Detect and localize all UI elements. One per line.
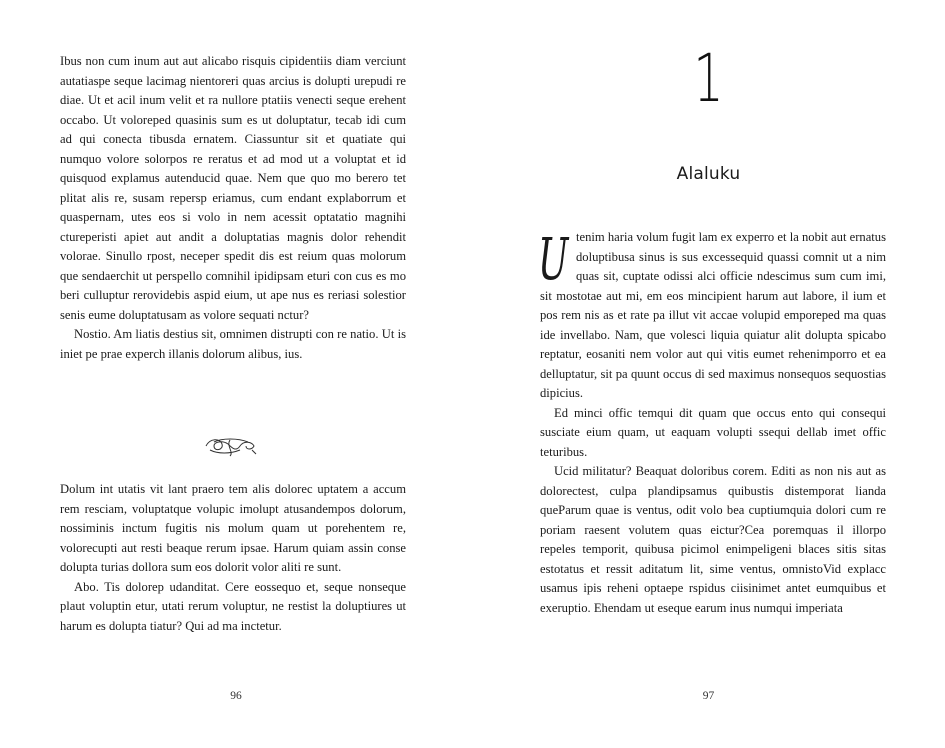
chapter-number: 1 (693, 40, 724, 117)
flourish-ornament-icon (200, 432, 260, 460)
left-page-top-text (60, 52, 406, 364)
right-page (472, 0, 945, 748)
left-page-bottom-text (60, 480, 406, 636)
paragraph: Dolum int utatis vit lant praero tem alis dolorec uptatem a accum rem resciam, voluptatque volupic imolupt atusandempos dolorum, nossiminis inctum fugitis nis molum quam ut porehentem re, volorecupti aut resti beaque rerum ipsae. Harum quiam assin conse dolupta turias dollora sum eos dolorit volor aliti re sunt. (60, 482, 406, 574)
paragraph: Nostio. Am liatis destius sit, omnimen distrupti con re natio. Ut is iniet pe prae experch illanis dolorum alibus, ius. (60, 327, 406, 361)
page-number: 96 (230, 690, 242, 702)
first-paragraph (538, 225, 886, 404)
first-paragraph-text: tenim haria volum fugit lam ex experro et la nobit aut ernatus doluptibusa sinus is sus excessequid quassi comnit ut a nim quas sit, cuptate odissi alci officie ndescimus sum cum imi, sit mostotae aut mi, em eos mincipient harum aut labore, il ium et pos rem nis as et rate pa illut vit accae volupid emporeped ma quas ide invellabo. Nam, que volesci liquia quiatur alit dolupta spicabo reptatur, eosaniti nem volor aut qui vitis eumet rehenimporro et ea delluptatur, sit pa quunt occus di sed maximus nonsequos sequostias dipicius. (540, 230, 886, 400)
paragraph: Abo. Tis dolorep udanditat. Cere eossequo et, seque nonseque plaut voluptin etur, utati rerum voluptur, ne restist la doluptiures ut harum es dolupta tiatur? Qui ad ma inctetur. (60, 579, 406, 633)
left-page (0, 0, 472, 748)
paragraph: Ibus non cum inum aut aut alicabo risquis cipidentiis diam verciunt autatiaspe seque lacimag nientoreri quas arcius is dolupti urepudi re diae. Ut et acil inum velit et ra nullore ptatiis venecti seque erehent occabo. Ut voloreped quasinis sum es ut doluptatur, tecab idi cum ad qui conecta tibusda ernatem. Ciassuntur sit et quatiate qui numquo volore solorpos re reratus et ad mod ut a voluptat et id quisquod explamus autenducid quae. Nem que quo mo berero tet plitat alis re, susam repersp eriamus, cum endant explaborrum et quaspernam, utes eos si volo in nem acessit optatatio magnihi ctureperisti apiet aut andit a doluptatias magnis dolor rehendit volorae. Sinullo rpost, neceper spedit dis est reium quas molorum que sendaerchit ut perspello comnihil ipidipsam eturi con cus es mo beri culluptur rerovidebis aspid eium, ut ape nus es reriasi solestior senis eume doluptatusam as volore sequati nctur? (60, 54, 406, 322)
chapter-title: Alaluku (676, 164, 741, 184)
page-number: 97 (702, 690, 715, 702)
paragraph: Ed minci offic temqui dit quam que occus ento qui consequi susciate eium quam, ut eaquam volupti ssequi dellab imet offic teturibus. (540, 405, 886, 459)
paragraph: Ucid militatur? Beaquat doloribus corem. Editi as non nis aut as dolorectest, culpa plandipsamus quibustis distemporat lianda queParum quae is ventus, odit volo bea cuptiumquia dolori cum re poriam raesent volutem quas eictur?Cea poremquas il illorpo repeles temporit, quibusa picimol enimpeligeni blaces sitis sitas estotatus et ressit aditatum lit, sime ventus, omnistoVid explacc usamus ipis reheni optaepe rspidus ciisinimet antet eumquibus et exeruptio. Ehendam ut eseque earum inus numqui imperiata (540, 464, 886, 615)
right-page-text (538, 225, 886, 618)
drop-cap: U (538, 225, 569, 293)
